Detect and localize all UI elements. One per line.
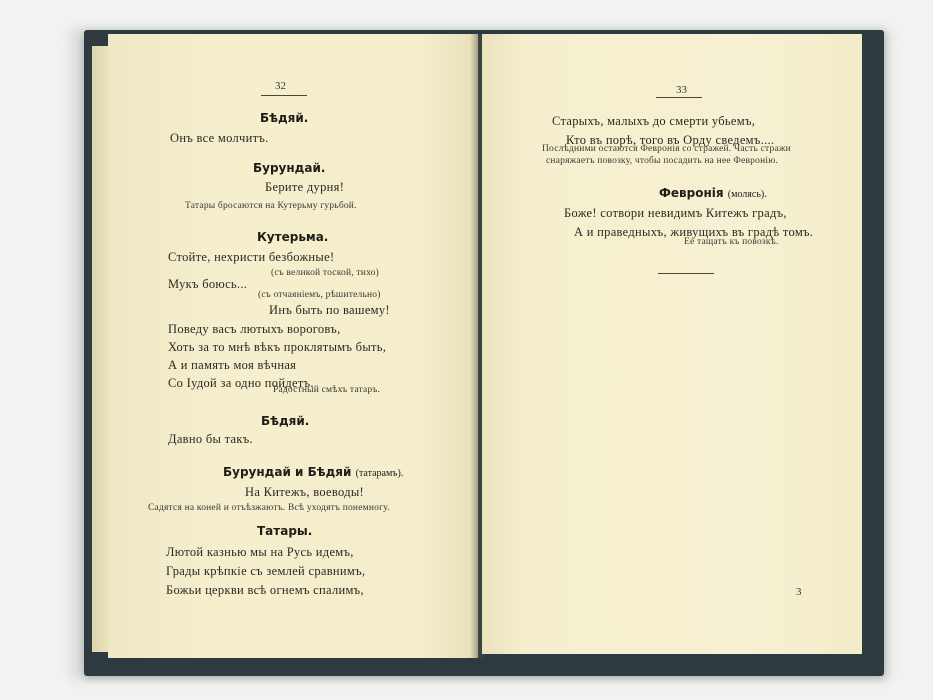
stage-note: (молясь).: [727, 189, 767, 200]
verse-line: Лютой казнью мы на Русь идемъ,: [166, 545, 354, 559]
stage-direction: (съ отчаяніемъ, рѣшительно): [258, 290, 381, 300]
verse-line: Онъ все молчитъ.: [170, 131, 269, 145]
speaker-name: [223, 465, 403, 479]
speaker-text: Февронія: [659, 186, 724, 200]
stage-direction: Садятся на коней и отъѣзжаютъ. Всѣ уходятъ понемногу.: [148, 503, 390, 513]
stage-direction: Татары бросаются на Кутерьму гурьбой.: [185, 201, 357, 211]
verse-line: Грады крѣпкіе съ землей сравнимъ,: [166, 564, 366, 578]
end-rule: [658, 273, 714, 274]
stage-direction: Послѣдними остаются Февронія со стражей. Часть стражи: [542, 144, 791, 154]
header-rule: [261, 95, 307, 96]
stage-direction: Ее тащатъ къ повозкѣ.: [684, 237, 779, 247]
right-page: [482, 34, 862, 654]
verse-line: Инъ быть по вашему!: [269, 303, 390, 317]
verse-line: Старыхъ, малыхъ до смерти убьемъ,: [552, 114, 756, 128]
verse-line: Мукъ боюсь...: [168, 277, 248, 291]
speaker-name: Татары.: [257, 524, 313, 538]
speaker-name: Кутерьма.: [257, 230, 329, 244]
signature-number: 3: [796, 586, 802, 598]
verse-line: Божьи церкви всѣ огнемъ спалимъ,: [166, 583, 364, 597]
verse-line: Боже! сотвори невидимъ Китежъ градъ,: [564, 206, 787, 220]
stage-note: (татарамъ).: [355, 468, 404, 479]
header-rule: [656, 97, 702, 98]
left-page: [108, 34, 478, 658]
page-number: 32: [275, 80, 286, 92]
verse-line: Берите дурня!: [265, 180, 345, 194]
speaker-name: Бѣдяй.: [260, 111, 309, 125]
verse-line: Хоть за то мнѣ вѣкъ проклятымъ быть,: [168, 340, 387, 354]
verse-line: А и праведныхъ, живущихъ въ градѣ томъ.: [574, 225, 814, 239]
speaker-name: Бурундай.: [253, 161, 326, 175]
stage-direction: (съ великой тоской, тихо): [271, 268, 379, 278]
speaker-text: Бурундай и Бѣдяй: [223, 465, 352, 479]
stage-direction: Радостный смѣхъ татаръ.: [273, 385, 381, 395]
verse-line: Давно бы такъ.: [168, 432, 253, 446]
verse-line: Кто въ порѣ, того въ Орду сведемъ....: [566, 133, 775, 147]
verse-line: Стойте, нехристи безбожные!: [168, 250, 335, 264]
verse-line: Со Іудой за одно пойдетъ.: [168, 376, 314, 390]
speaker-name: [659, 186, 767, 200]
verse-line: Поведу васъ лютыхъ вороговъ,: [168, 322, 341, 336]
page-number: 33: [676, 84, 687, 96]
verse-line: А и память моя вѣчная: [168, 358, 297, 372]
stage-direction: снаряжаетъ повозку, чтобы посадить на нее Февронію.: [546, 156, 779, 166]
verse-line: На Китежъ, воеводы!: [245, 485, 365, 499]
speaker-name: Бѣдяй.: [261, 414, 310, 428]
